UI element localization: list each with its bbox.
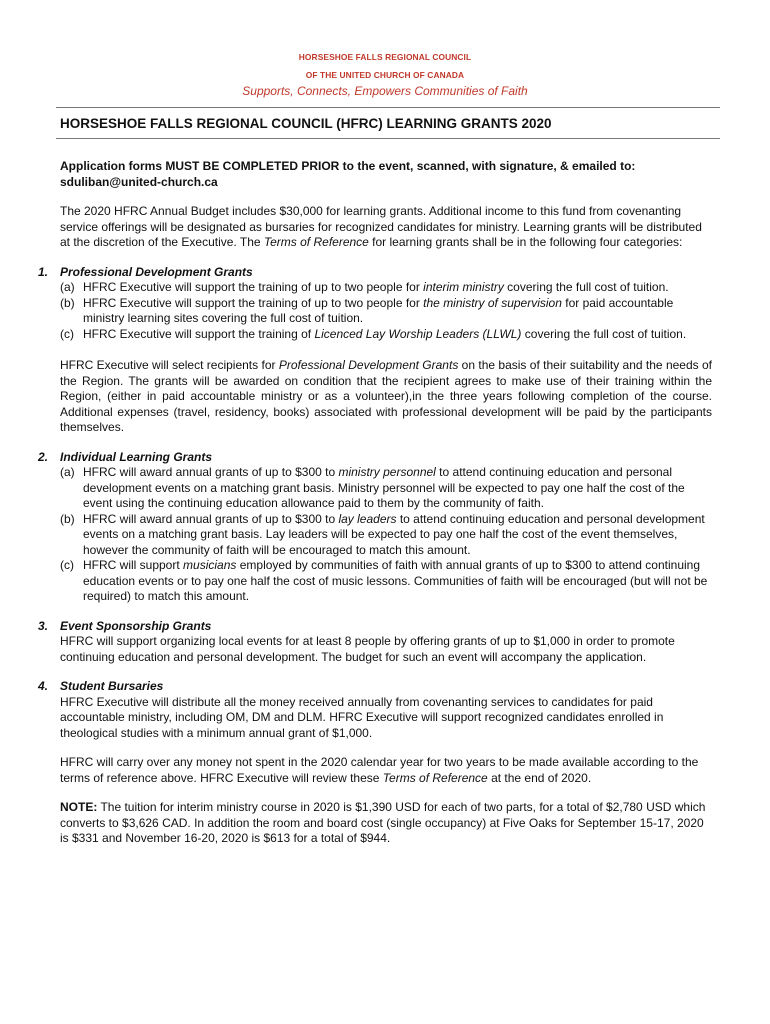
carryover-text-start: HFRC will carry over any money not spent in the 2020 calendar year for two years to be made available according to the terms of reference above. HFRC Executive will review these (60, 755, 699, 785)
item-text-start: HFRC Executive will support the training of up to two people for (83, 280, 424, 294)
paragraph-text-end: on the basis of their suitability and the needs of the Region. The grants will be awarded on condition that the recipient agrees to make use of their training within the Region, (either in paid accountable ministry or as a volunteer),in the three years following completion of the course. Additional expenses (travel, residency, books) associated with professional development will be paid by the participants themselves. (60, 358, 713, 434)
list-item (60, 558, 712, 605)
section-number: 4. (38, 679, 49, 693)
header-rule-top (56, 107, 720, 108)
document-title: HORSESHOE FALLS REGIONAL COUNCIL (HFRC) LEARNING GRANTS 2020 (60, 116, 552, 131)
org-name-line1: HORSESHOE FALLS REGIONAL COUNCIL (298, 52, 472, 62)
section-title: Student Bursaries (60, 679, 164, 693)
item-text-start: HFRC Executive will support the training of (83, 326, 315, 341)
student-bursaries-text: HFRC Executive will distribute all the money received annually from covenanting services to candidates for paid accountable ministry, including OM, DM and DLM. HFRC Executive will support recognized candidates enrolled in theological studies with a minimum annual grant of $1,000. (60, 694, 664, 740)
item-text-start: HFRC Executive will support the training of up to two people for (83, 295, 424, 310)
section-heading-professional-development (38, 264, 712, 281)
list-item (60, 512, 712, 559)
item-text (83, 465, 712, 512)
section-heading-student-bursaries (38, 679, 712, 695)
item-emphasis: lay leaders (338, 511, 397, 526)
item-label: (a) (60, 465, 75, 479)
item-label: (b) (60, 511, 75, 526)
item-text (83, 280, 712, 296)
item-emphasis: Licenced Lay Worship Leaders (LLWL) (314, 326, 522, 341)
item-label: (a) (60, 280, 75, 294)
item-emphasis: ministry personnel (338, 465, 436, 479)
item-text-end: employed by communities of faith with annual grants of up to $300 to attend continuing education events or to pay one half the cost of music lessons. Communities of faith will be encouraged (but will not be required) to match this amount. (83, 558, 708, 603)
section-title: Professional Development Grants (60, 264, 253, 279)
carryover-paragraph (60, 755, 712, 786)
item-text (83, 327, 712, 343)
carryover-emphasis: Terms of Reference (382, 770, 488, 785)
section-title: Individual Learning Grants (60, 449, 213, 464)
org-tagline: Supports, Connects, Empowers Communities of Faith (242, 84, 528, 98)
item-text-end: for paid accountable ministry learning sites covering the full cost of tuition. (83, 295, 674, 325)
submission-email: sduliban@united-church.ca (60, 174, 218, 189)
item-text-start: HFRC will award annual grants of up to $300 to (83, 465, 339, 479)
item-label: (c) (60, 558, 74, 572)
section-heading-event-sponsorship (38, 618, 712, 635)
section-heading-individual-learning (38, 449, 712, 466)
item-text-end: to attend continuing education and personal development events on a matching grant basis. Lay leaders will be expected to pay one half the cost of the event themselves, however the community of faith will be encouraged to match this amount. (83, 511, 705, 557)
list-item (60, 280, 712, 296)
section-number: 2. (38, 449, 49, 464)
item-text-end: covering the full cost of tuition. (503, 280, 669, 294)
list-item (60, 296, 712, 327)
document-body (38, 159, 713, 847)
carryover-text-end: at the end of 2020. (487, 770, 592, 785)
org-name-line2: OF THE UNITED CHURCH OF CANADA (305, 70, 465, 80)
item-text-start: HFRC will support (83, 558, 184, 572)
note-label: NOTE: (60, 800, 98, 814)
section-number: 3. (38, 618, 49, 633)
budget-paragraph (60, 204, 712, 251)
event-sponsorship-text: HFRC will support organizing local events for at least 8 people by offering grants of up to $1,000 in order to promote continuing education and personal development. The budget for such an event will accompany the application. (60, 634, 675, 664)
item-text (83, 296, 712, 327)
item-text (83, 558, 712, 605)
item-emphasis: interim ministry (423, 280, 504, 294)
list-item (60, 465, 712, 512)
item-text-end: to attend continuing education and personal development events on a matching grant basis. Ministry personnel will be expected to pay one half the cost of the event using the continuing education allowance paid to them by the community of faith. (83, 465, 685, 510)
item-emphasis: the ministry of supervision (423, 295, 562, 310)
item-text (83, 512, 712, 559)
header-rule-bottom (56, 138, 720, 139)
section-title: Event Sponsorship Grants (60, 618, 212, 633)
application-instructions (60, 159, 712, 190)
budget-text-end: for learning grants shall be in the following four categories: (368, 235, 683, 249)
item-label: (c) (60, 326, 74, 341)
item-label: (b) (60, 295, 75, 310)
paragraph-text-start: HFRC Executive will select recipients for (60, 358, 279, 372)
professional-development-paragraph (60, 358, 712, 436)
note-paragraph (60, 800, 712, 847)
terms-of-reference-emphasis: Terms of Reference (263, 235, 369, 249)
item-text-start: HFRC will award annual grants of up to $300 to (83, 511, 339, 526)
paragraph-emphasis: Professional Development Grants (278, 358, 459, 372)
item-emphasis: musicians (183, 558, 237, 572)
application-line: Application forms MUST BE COMPLETED PRIOR to the event, scanned, with signature, & emailed to: (60, 159, 636, 173)
note-text: The tuition for interim ministry course in 2020 is $1,390 USD for each of two parts, for a total of $2,780 USD which converts to $3,626 CAD. In addition the room and board cost (single occupancy) at Five Oaks for September 15-17, 2020 is $331 and November 16-20, 2020 is $613 for a total of $944. (60, 800, 706, 845)
item-text-end: covering the full cost of tuition. (521, 326, 687, 341)
section-number: 1. (38, 264, 49, 279)
budget-text: The 2020 HFRC Annual Budget includes $30,000 for learning grants. Additional income to this fund from covenanting service offerings will be designated as bursaries for recognized candidates for ministry. Learning grants will be distributed at the discretion of the Executive. The (60, 204, 702, 249)
list-item (60, 327, 712, 343)
